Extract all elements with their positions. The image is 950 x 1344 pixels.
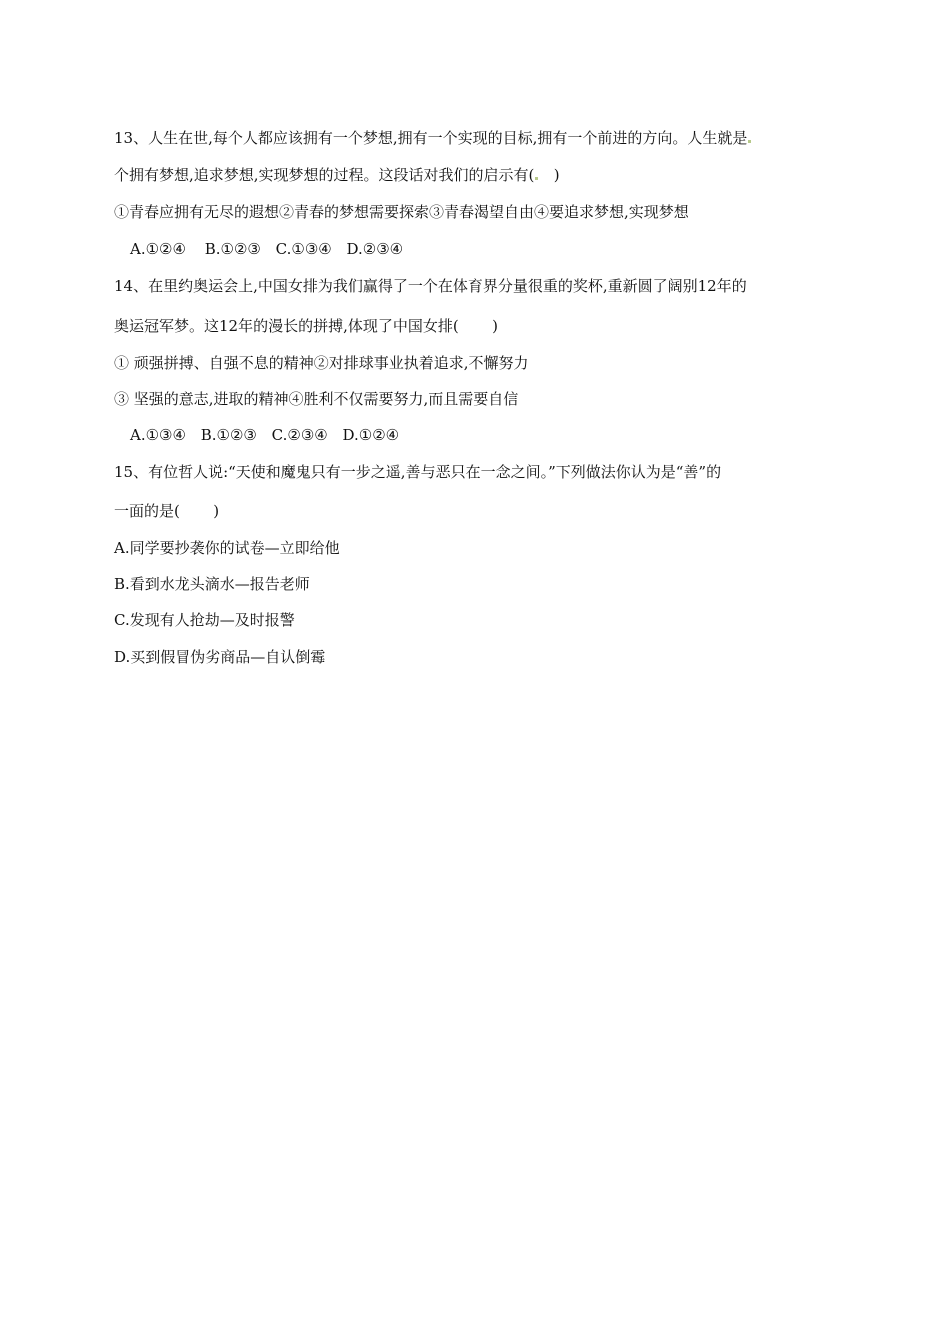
q15-option-a: A.同学要抄袭你的试卷—立即给他 bbox=[114, 539, 340, 557]
q14-option-d: D.①②④ bbox=[342, 426, 400, 444]
q15-option-a-line bbox=[114, 538, 844, 558]
q14-answer-paren: ) bbox=[458, 317, 498, 335]
artifact-dot bbox=[535, 177, 538, 180]
q14-stem-text-1: 14、在里约奥运会上,中国女排为我们赢得了一个在体育界分量很重的奖杯,重新圆了阔别12年的 bbox=[114, 277, 747, 295]
q15-stem-text-1: 15、有位哲人说:“天使和魔鬼只有一步之遥,善与恶只在一念之间。”下列做法你认为是“善”的 bbox=[114, 463, 722, 481]
q14-statement-2: ③ 坚强的意志,进取的精神④胜利不仅需要努力,而且需要自信 bbox=[114, 390, 519, 408]
q15-stem-line-1 bbox=[114, 462, 844, 482]
q14-statement-line-1 bbox=[114, 353, 844, 373]
q14-statement-1: ① 顽强拼搏、自强不息的精神②对排球事业执着追求,不懈努力 bbox=[114, 354, 529, 372]
q15-stem-line-2 bbox=[114, 501, 844, 521]
q14-stem-line-2 bbox=[114, 316, 844, 336]
q14-option-b: B.①②③ bbox=[200, 426, 257, 444]
q13-answer-paren: ) bbox=[539, 166, 560, 184]
q15-option-d-line bbox=[114, 647, 844, 667]
q13-stem-text-1: 13、人生在世,每个人都应该拥有一个梦想,拥有一个实现的目标,拥有一个前进的方向。人生就是 bbox=[114, 129, 748, 147]
q15-stem-text-2: 一面的是( bbox=[114, 502, 180, 520]
q15-answer-paren: ) bbox=[179, 502, 220, 520]
q14-stem-line-1 bbox=[114, 276, 844, 296]
q14-option-a: A.①③④ bbox=[130, 426, 186, 444]
q15-option-b-line bbox=[114, 574, 844, 594]
q13-statements bbox=[114, 202, 844, 222]
q14-statement-line-2 bbox=[114, 389, 844, 409]
q13-stem-line-1 bbox=[114, 128, 844, 148]
q15-option-c-line bbox=[114, 610, 844, 630]
q13-stem-text-2: 个拥有梦想,追求梦想,实现梦想的过程。这段话对我们的启示有( bbox=[114, 166, 535, 184]
q14-options bbox=[130, 425, 860, 445]
q13-statement-1: ①青春应拥有无尽的遐想②青春的梦想需要探索③青春渴望自由④要追求梦想,实现梦想 bbox=[114, 203, 689, 221]
q13-option-b: B.①②③ bbox=[204, 240, 261, 258]
q15-option-c: C.发现有人抢劫—及时报警 bbox=[114, 611, 295, 629]
q13-option-a: A.①②④ bbox=[130, 240, 186, 258]
q14-option-c: C.②③④ bbox=[271, 426, 328, 444]
q15-option-b: B.看到水龙头滴水—报告老师 bbox=[114, 575, 310, 593]
q15-option-d: D.买到假冒伪劣商品—自认倒霉 bbox=[114, 648, 326, 666]
q14-stem-text-2: 奥运冠军梦。这12年的漫长的拼搏,体现了中国女排( bbox=[114, 317, 459, 335]
q13-option-d: D.②③④ bbox=[346, 240, 404, 258]
q13-stem-line-2 bbox=[114, 165, 844, 185]
artifact-dot bbox=[748, 140, 751, 143]
q13-options bbox=[130, 239, 860, 259]
q13-option-c: C.①③④ bbox=[275, 240, 332, 258]
